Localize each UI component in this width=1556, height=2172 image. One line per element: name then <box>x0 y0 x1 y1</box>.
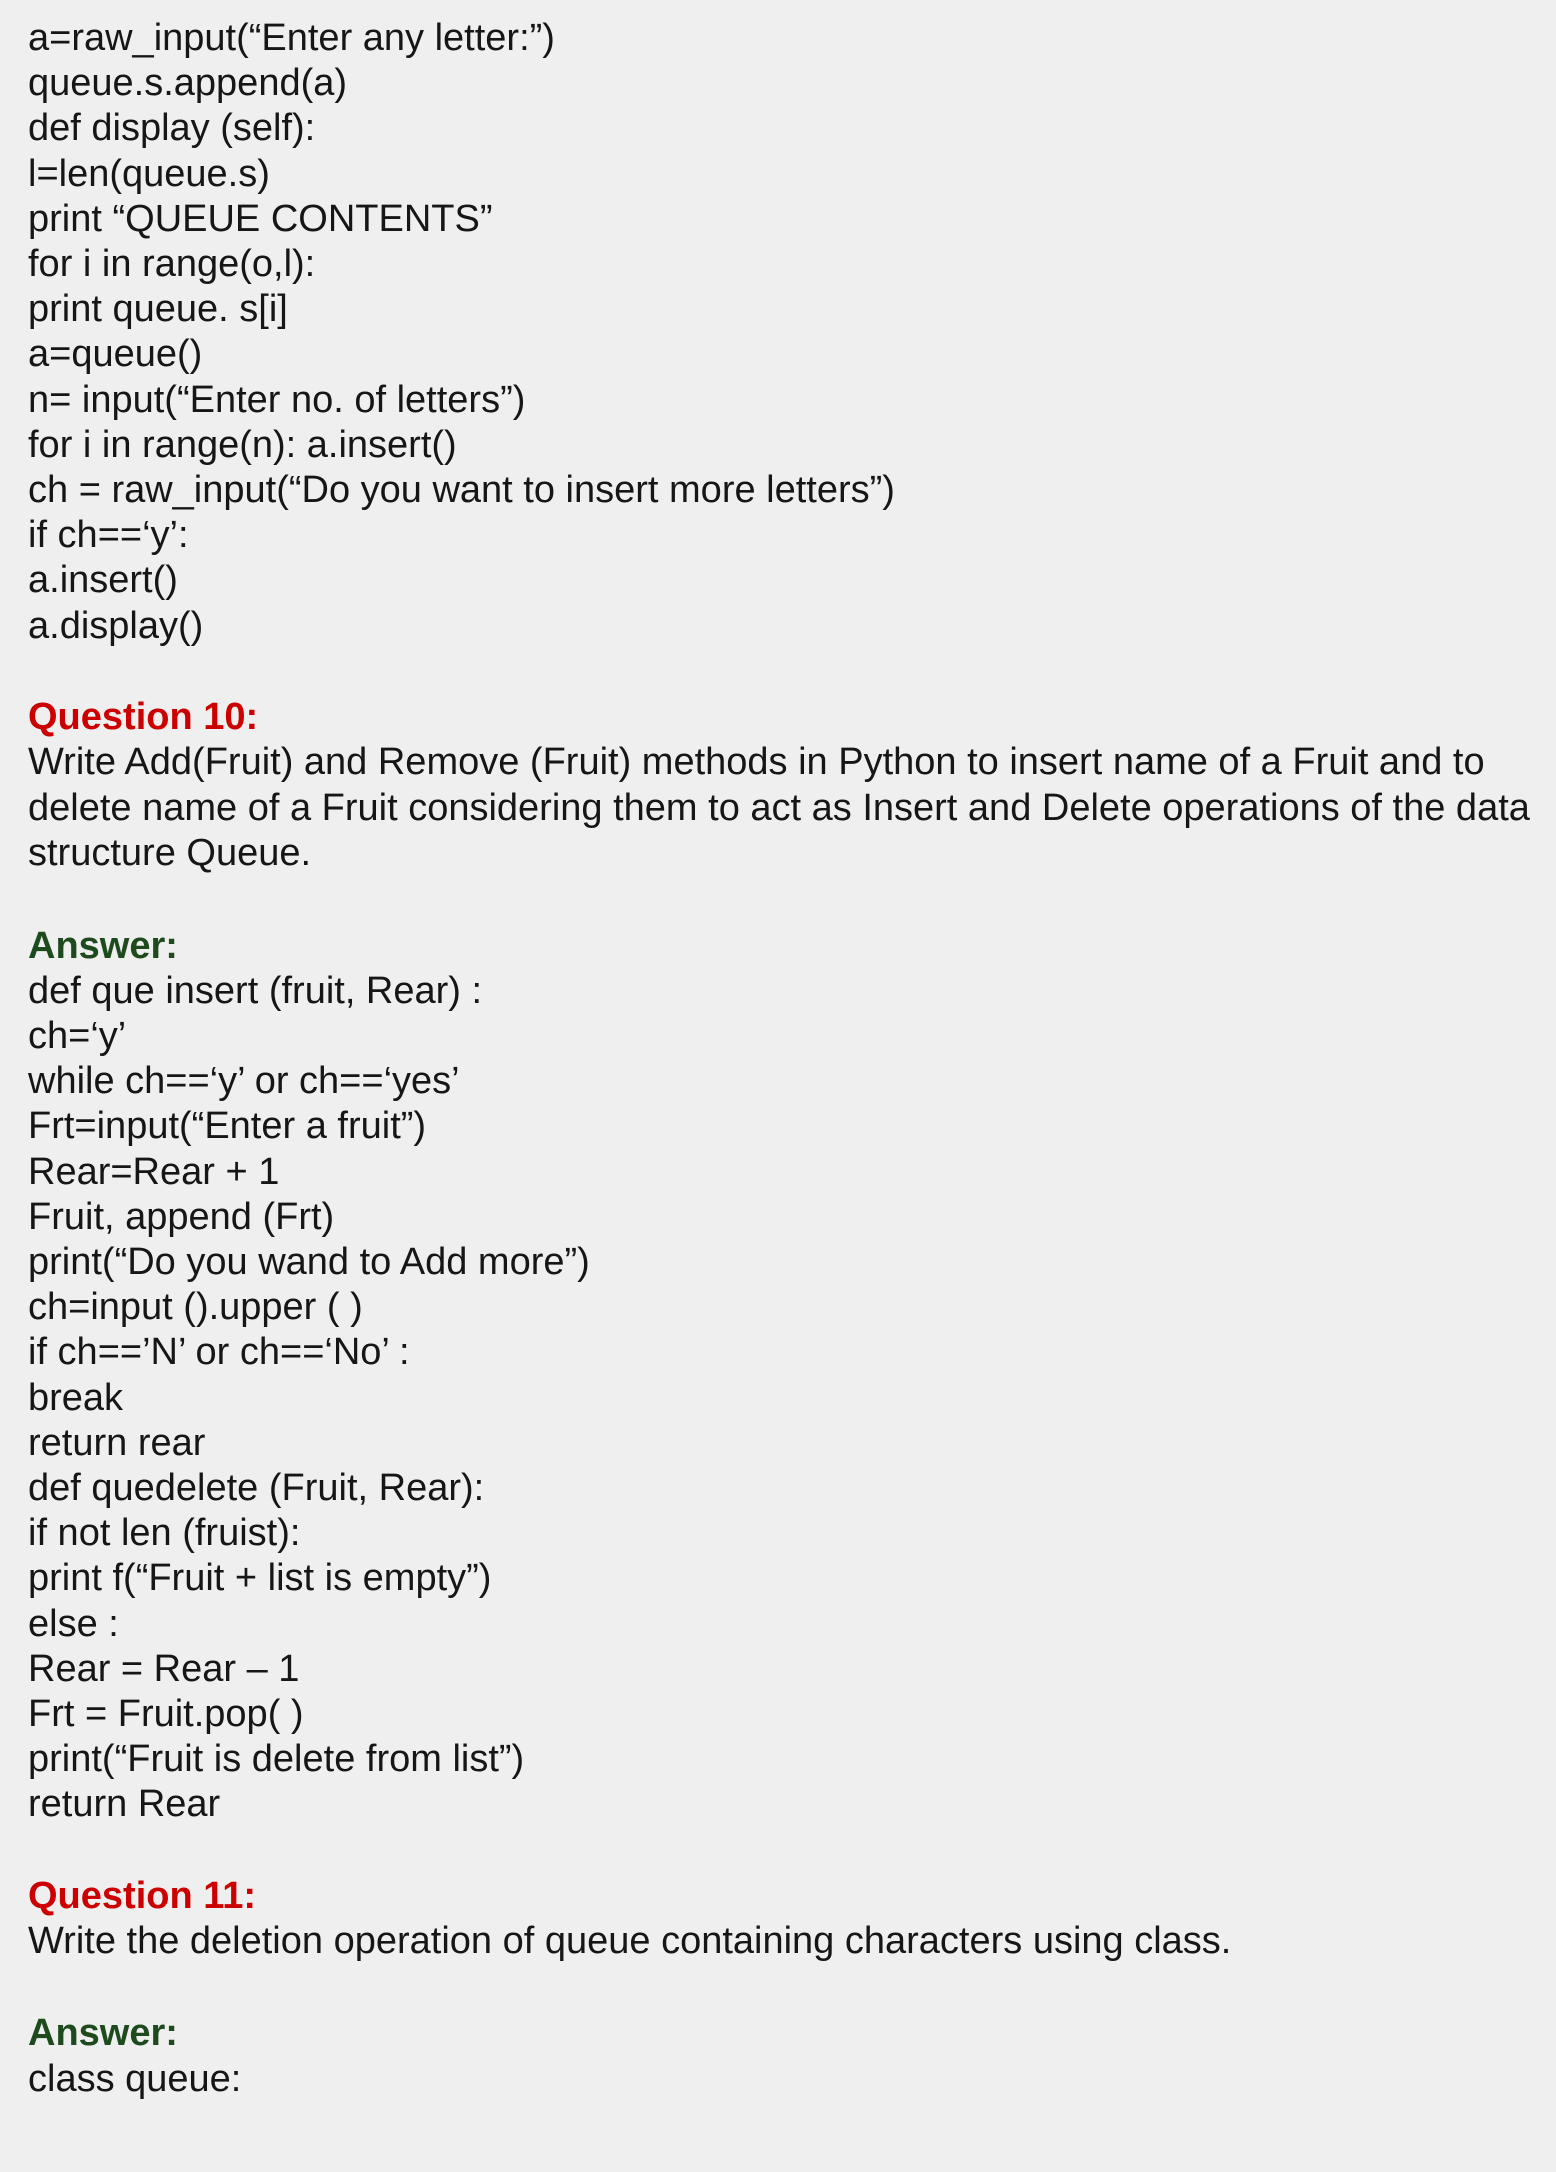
answer-10-heading: Answer: <box>28 924 178 967</box>
code-line: print “QUEUE CONTENTS” <box>28 197 493 240</box>
question-11-heading: Question 11: <box>28 1874 257 1917</box>
code-line: ch = raw_input(“Do you want to insert more letters”) <box>28 469 895 512</box>
code-line: while ch==‘y’ or ch==‘yes’ <box>28 1060 460 1103</box>
code-line: print(“Fruit is delete from list”) <box>28 1738 525 1781</box>
code-line: a=queue() <box>28 333 203 376</box>
code-line: return rear <box>28 1421 206 1464</box>
code-line: if ch==‘y’: <box>28 514 189 557</box>
code-line: class queue: <box>28 2057 242 2100</box>
answer-11-code <box>28 2057 1538 2102</box>
code-line: ch=‘y’ <box>28 1014 127 1057</box>
question-10-text: Write Add(Fruit) and Remove (Fruit) methods in Python to insert name of a Fruit and to delete name of a Fruit considering them to act as Insert and Delete operations of the data structure Queue. <box>28 741 1530 875</box>
code-line: Fruit, append (Frt) <box>28 1195 335 1238</box>
code-line: Frt=input(“Enter a fruit”) <box>28 1105 427 1148</box>
code-line: def quedelete (Fruit, Rear): <box>28 1466 485 1509</box>
code-line: Frt = Fruit.pop( ) <box>28 1693 304 1735</box>
code-line: for i in range(o,l): <box>28 243 316 286</box>
code-line: Rear=Rear + 1 <box>28 1150 280 1193</box>
code-line: def display (self): <box>28 107 316 150</box>
code-line: print f(“Fruit + list is empty”) <box>28 1557 492 1600</box>
code-line: break <box>28 1376 124 1419</box>
code-line: queue.s.append(a) <box>28 62 348 105</box>
code-line: if not len (fruist): <box>28 1512 301 1555</box>
code-line: def que insert (fruit, Rear) : <box>28 969 483 1012</box>
code-line: print(“Do you wand to Add more”) <box>28 1240 590 1283</box>
code-line: if ch==’N’ or ch==‘No’ : <box>28 1331 410 1374</box>
code-line: return Rear <box>28 1783 221 1826</box>
code-line: else : <box>28 1602 119 1645</box>
code-line: a.insert() <box>28 559 178 602</box>
code-line: ch=input ().upper ( ) <box>28 1286 363 1329</box>
code-line: Rear = Rear – 1 <box>28 1647 300 1690</box>
question-10-heading: Question 10: <box>28 695 259 738</box>
document-page <box>28 16 1538 2102</box>
code-line: a.display() <box>28 604 204 647</box>
answer-11-heading: Answer: <box>28 2012 178 2055</box>
code-block-previous-answer <box>28 16 1538 649</box>
code-line: for i in range(n): a.insert() <box>28 423 457 466</box>
question-11-text: Write the deletion operation of queue containing characters using class. <box>28 1919 1232 1962</box>
code-line: print queue. s[i] <box>28 288 288 331</box>
code-line: n= input(“Enter no. of letters”) <box>28 378 526 421</box>
code-line: l=len(queue.s) <box>28 152 270 195</box>
answer-10-code <box>28 969 1538 1828</box>
code-line: a=raw_input(“Enter any letter:”) <box>28 17 555 59</box>
